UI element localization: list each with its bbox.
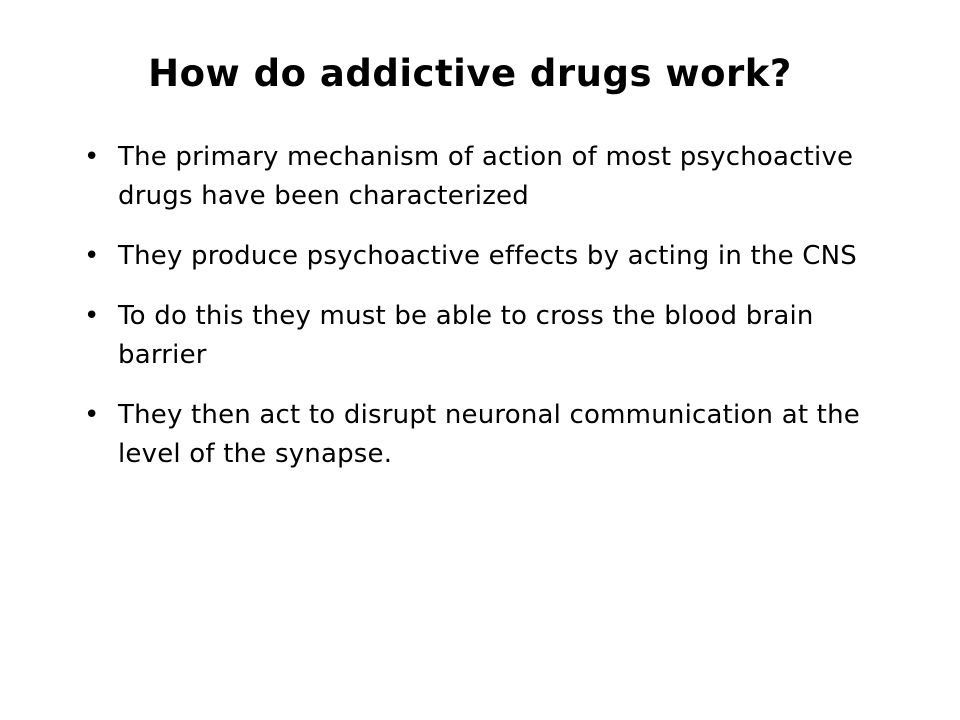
bullet-text: To do this they must be able to cross the blood brain barrier: [118, 301, 814, 370]
slide-title: How do addictive drugs work?: [148, 52, 792, 95]
bullet-text: They then act to disrupt neuronal communication at the level of the synapse.: [118, 400, 860, 469]
bullet-list: [84, 138, 884, 495]
bullet-dot-icon: •: [84, 301, 100, 331]
bullet-text: They produce psychoactive effects by acting in the CNS: [118, 241, 857, 271]
bullet-dot-icon: •: [84, 241, 100, 271]
bullet-item: [84, 297, 884, 375]
bullet-item: [84, 396, 884, 474]
bullet-item: [84, 138, 884, 216]
bullet-text: The primary mechanism of action of most psychoactive drugs have been characterized: [118, 142, 854, 211]
bullet-dot-icon: •: [84, 400, 100, 430]
bullet-item: [84, 237, 884, 276]
bullet-dot-icon: •: [84, 142, 100, 172]
